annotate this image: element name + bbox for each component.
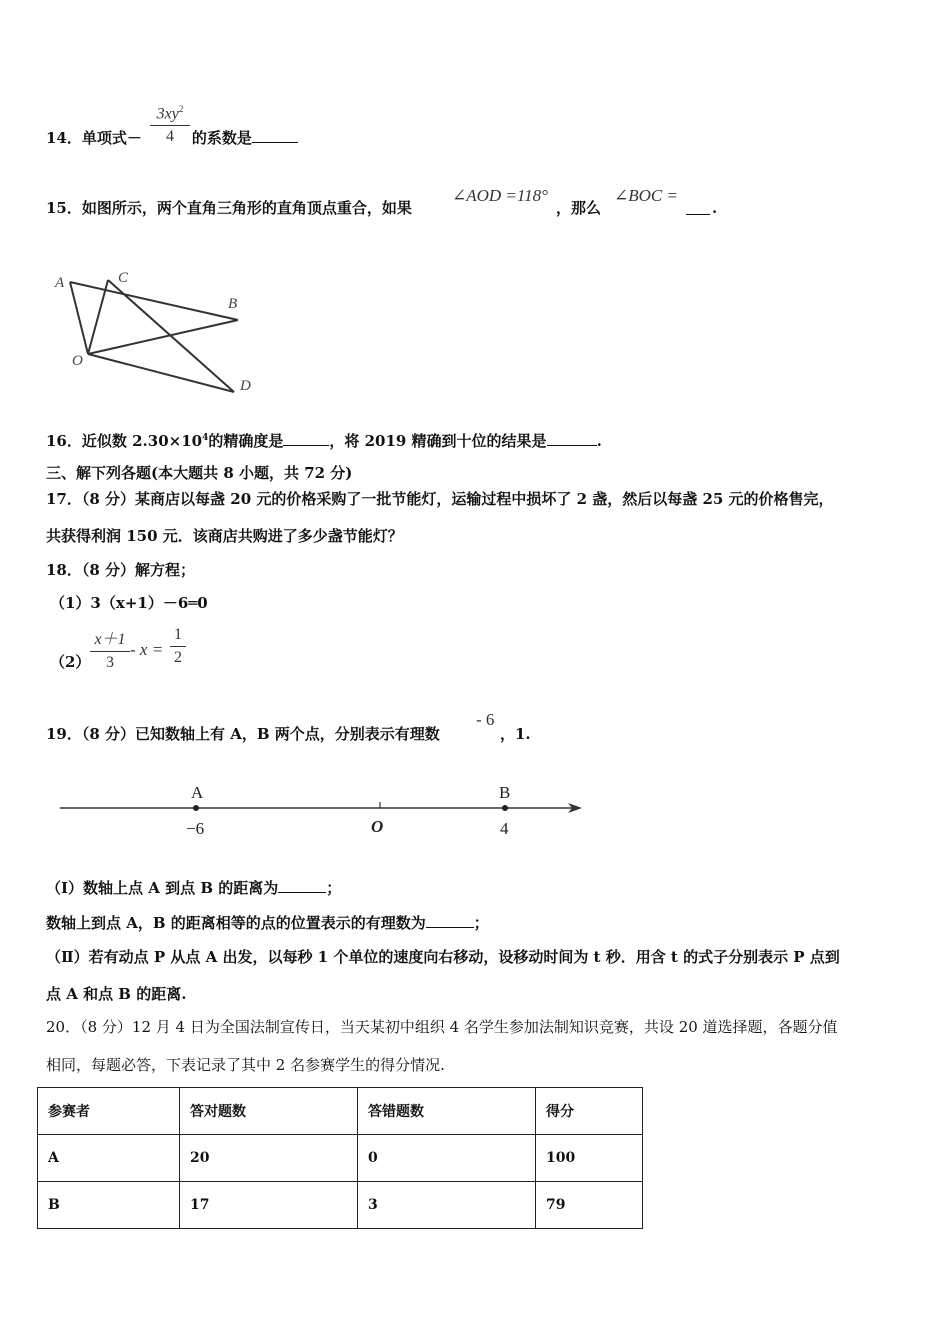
q14-frac-sup: 2 <box>178 104 184 114</box>
label-a: A <box>55 275 65 291</box>
table-row <box>38 1135 643 1182</box>
label-o: O <box>72 353 83 369</box>
header-cell: 得分 <box>536 1088 643 1135</box>
point-b-label: B <box>499 783 511 802</box>
q19-part-3-line2: 点 A 和点 B 的距离. <box>46 985 187 1003</box>
question-19 <box>46 724 440 744</box>
q17-line1: 17．（8 分）某商店以每盏 20 元的价格采购了一批节能灯，运输过程中损坏了 2 盏，然后以每盏 25 元的价格售完， <box>46 490 834 508</box>
q18-title: 18．（8 分）解方程； <box>46 561 196 579</box>
table-cell: 0 <box>358 1135 536 1182</box>
q19-p1-blank <box>278 878 326 893</box>
origin-label: O <box>371 817 384 836</box>
triangle-figure <box>50 262 270 402</box>
q17-line2: 共获得利润 150 元．该商店共购进了多少盏节能灯？ <box>46 527 403 545</box>
edge-ob <box>88 320 238 354</box>
q16-end: . <box>596 432 602 450</box>
q16-blank-1 <box>283 431 329 446</box>
q16-text-b: 的精确度是 <box>208 432 284 450</box>
q19-part-1 <box>46 878 341 898</box>
q15-angle-boc: ∠BOC = <box>614 186 678 205</box>
question-16 <box>46 428 602 451</box>
q14-fraction <box>150 104 190 146</box>
q14-frac-num: 3xy <box>156 105 179 123</box>
table-cell: 17 <box>180 1182 358 1229</box>
section-3-title: 三、解下列各题(本大题共 8 小题，共 72 分) <box>46 464 353 482</box>
q19-p1-text: （Ⅰ）数轴上点 A 到点 B 的距离为 <box>46 879 279 897</box>
q19-part-2 <box>46 913 489 933</box>
label-c: C <box>118 270 129 286</box>
score-table <box>37 1087 643 1229</box>
q15-mid: ，那么 <box>556 199 602 217</box>
q15-end: . <box>712 199 718 217</box>
q16-blank-2 <box>547 431 597 446</box>
q18-eq2-num: x＋1 <box>94 631 126 648</box>
table-cell: 3 <box>358 1182 536 1229</box>
q14-prefix: 14．单项式－ <box>46 129 142 147</box>
table-header-row <box>38 1088 643 1135</box>
q18-eq2-rnum: 1 <box>174 626 182 643</box>
table-cell: 20 <box>180 1135 358 1182</box>
table-row <box>38 1182 643 1229</box>
edge-oa <box>70 282 88 354</box>
q16-text-c: ，将 2019 精确到十位的结果是 <box>329 432 547 450</box>
q18-eq2-right-fraction <box>170 626 186 667</box>
q16-sup: 4 <box>202 433 209 443</box>
point-a-label: A <box>191 783 204 802</box>
q18-eq2-left-fraction <box>90 626 130 672</box>
q15-answer-blank <box>686 200 710 215</box>
q16-text-a: 16．近似数 2.30×10 <box>46 432 203 450</box>
q19-part-3-line1: （Ⅱ）若有动点 P 从点 A 出发，以每秒 1 个单位的速度向右移动，设移动时间为 t 秒．用含 t 的式子分别表示 P 点到 <box>46 948 840 966</box>
table-cell: 79 <box>536 1182 643 1229</box>
point-b-value: 4 <box>500 819 509 838</box>
q14-frac-den: 4 <box>166 128 174 146</box>
label-b: B <box>228 296 238 312</box>
q20-line1 <box>46 1017 838 1037</box>
header-cell: 参赛者 <box>38 1088 180 1135</box>
header-cell: 答对题数 <box>180 1088 358 1135</box>
q18-eq2-mid: - x = <box>130 640 164 659</box>
q19-p2-blank <box>426 913 474 928</box>
q20-line1-text: （8 分）12 月 4 日为全国法制宣传日，当天某初中组织 4 名学生参加法制知识竞赛，共设 20 道选择题，各题分值 <box>80 1018 838 1036</box>
label-d: D <box>240 378 251 394</box>
table-cell: B <box>38 1182 180 1229</box>
q19-p1-end: ； <box>326 879 342 897</box>
q15-text: 15．如图所示，两个直角三角形的直角顶点重合，如果 <box>46 199 412 217</box>
q19-p2-text: 数轴上到点 A，B 的距离相等的点的位置表示的有理数为 <box>46 914 426 932</box>
number-line <box>50 780 590 840</box>
q19-neg6: - 6 <box>476 710 495 729</box>
q20-line2: 相同，每题必答，下表记录了其中 2 名参赛学生的得分情况. <box>46 1056 445 1074</box>
q14-suffix: 的系数是 <box>191 129 252 147</box>
point-a <box>193 805 199 811</box>
edge-oc <box>88 280 108 354</box>
q18-eq1: （1）3（x+1）－6═0 <box>50 594 208 612</box>
q14-answer-blank <box>252 128 298 143</box>
question-15 <box>46 198 412 218</box>
header-cell: 答错题数 <box>358 1088 536 1135</box>
q18-eq2-label: （2） <box>50 653 91 671</box>
q19-p2-end: ； <box>473 914 489 932</box>
table-cell: A <box>38 1135 180 1182</box>
edge-ab <box>70 282 238 320</box>
table-cell: 100 <box>536 1135 643 1182</box>
point-a-value: −6 <box>186 819 205 838</box>
q18-eq2-den: 3 <box>106 654 114 671</box>
q19-text: 19．（8 分）已知数轴上有 A，B 两个点，分别表示有理数 <box>46 725 440 743</box>
q18-eq2-rden: 2 <box>174 649 182 666</box>
q19-tail: ，1. <box>500 725 531 743</box>
point-b <box>502 805 508 811</box>
q15-angle-aod: ∠AOD =118° <box>452 186 548 205</box>
q20-num: 20． <box>46 1018 81 1036</box>
